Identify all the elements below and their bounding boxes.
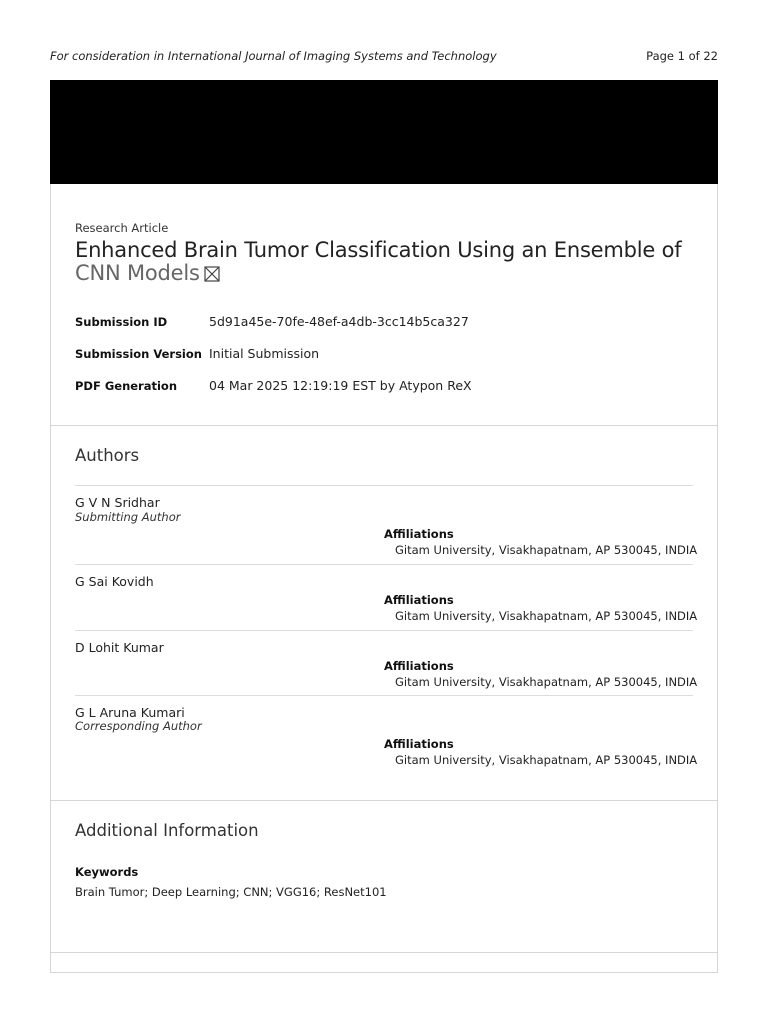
author-name: D Lohit Kumar [75,640,164,655]
pdf-generation-label: PDF Generation [75,379,178,393]
affiliations-label: Affiliations [384,737,454,751]
affiliations-label: Affiliations [384,593,454,607]
affiliations-label: Affiliations [384,659,454,673]
submission-id-value: 5d91a45e-70fe-48ef-a4db-3cc14b5ca327 [209,314,469,329]
affiliations-label: Affiliations [384,527,454,541]
article-title [75,239,695,285]
section-divider [51,800,717,801]
title-line-1: Enhanced Brain Tumor Classification Using an Ensemble of [75,238,682,262]
journal-name: For consideration in International Journal of Imaging Systems and Technology [50,49,497,63]
section-divider [51,952,717,953]
pdf-generation-value: 04 Mar 2025 12:19:19 EST by Atypon ReX [209,378,472,393]
author-affiliation: Gitam University, Visakhapatnam, AP 530045, INDIA [395,609,698,623]
author-affiliation: Gitam University, Visakhapatnam, AP 530045, INDIA [395,675,698,689]
author-affiliation: Gitam University, Visakhapatnam, AP 530045, INDIA [395,753,698,767]
author-name: G V N Sridhar [75,495,160,510]
author-name: G L Aruna Kumari [75,705,185,720]
boxed-x-icon [204,266,220,282]
submission-version-label: Submission Version [75,347,202,361]
additional-info-heading: Additional Information [75,821,259,840]
journal-banner [50,80,718,184]
author-role: Corresponding Author [75,719,202,733]
author-name: G Sai Kovidh [75,574,154,589]
keywords-label: Keywords [75,865,139,879]
author-divider [75,564,693,565]
author-role: Submitting Author [75,510,181,524]
author-divider [75,630,693,631]
running-head [50,49,718,65]
authors-heading: Authors [75,446,140,465]
author-divider [75,695,693,696]
section-divider [51,425,717,426]
keywords-value: Brain Tumor; Deep Learning; CNN; VGG16; ResNet101 [75,885,387,899]
submission-version-value: Initial Submission [209,346,320,361]
author-affiliation: Gitam University, Visakhapatnam, AP 530045, INDIA [395,543,698,557]
submission-id-label: Submission ID [75,315,168,329]
page-number: Page 1 of 22 [646,49,718,63]
article-type: Research Article [75,221,169,235]
title-line-2: CNN Models [75,261,200,285]
author-divider [75,485,693,486]
